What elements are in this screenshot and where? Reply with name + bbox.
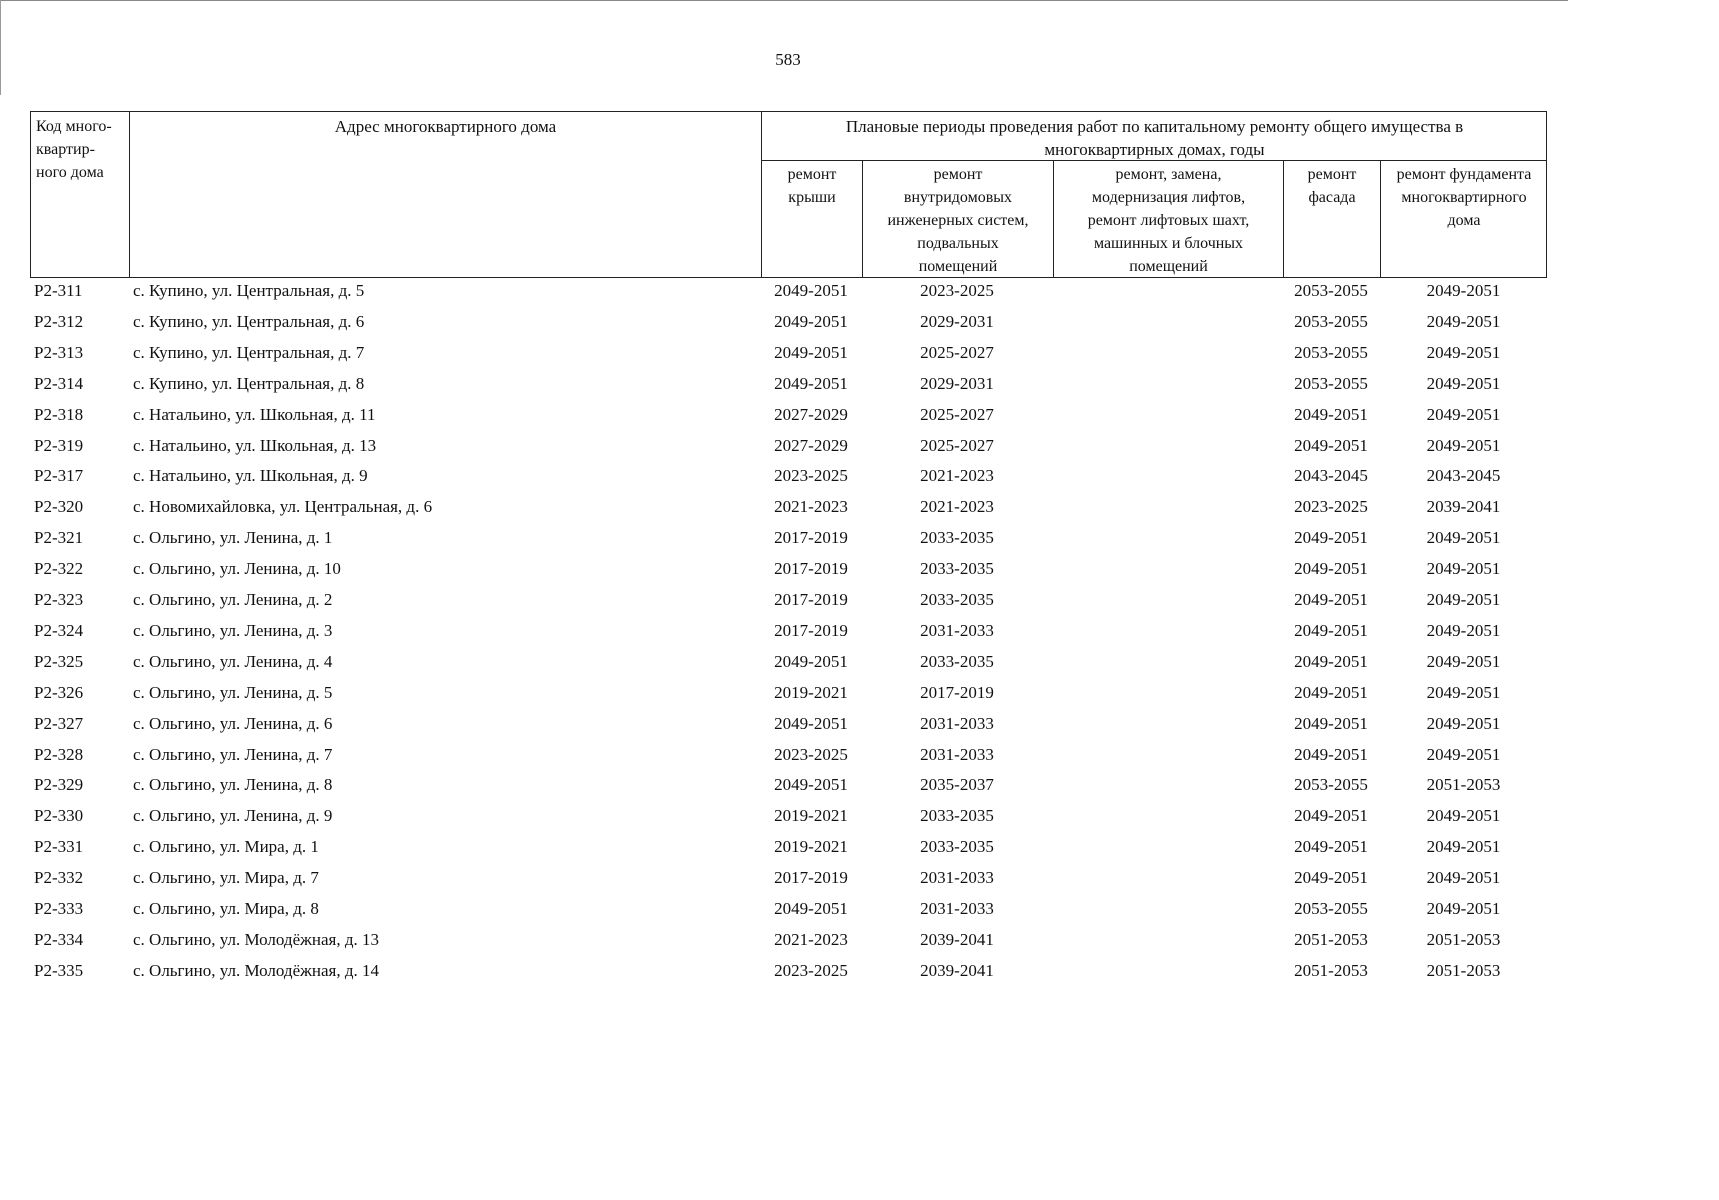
header-facade-line: фасада (1308, 189, 1356, 206)
cell-address: с. Купино, ул. Центральная, д. 7 (133, 342, 365, 362)
cell-engineering: 2023-2025 (920, 281, 994, 300)
cell-engineering: 2025-2027 (920, 342, 994, 362)
table-row (30, 401, 1547, 432)
cell-foundation: 2049-2051 (1426, 281, 1501, 300)
cell-address: с. Купино, ул. Центральная, д. 5 (133, 281, 365, 300)
cell-foundation: 2049-2051 (1426, 868, 1501, 888)
cell-engineering: 2017-2019 (920, 682, 994, 702)
cell-address: с. Ольгино, ул. Мира, д. 1 (133, 837, 319, 857)
header-code-line: квартир- (36, 141, 95, 158)
table-row (30, 555, 1547, 586)
header-engineering-line: подвальных (917, 235, 999, 252)
header-engineering-line: помещений (918, 258, 998, 275)
cell-foundation: 2049-2051 (1426, 682, 1501, 702)
header-planned-periods (762, 115, 1547, 161)
cell-code: Р2-319 (34, 435, 84, 455)
cell-foundation: 2039-2041 (1426, 497, 1501, 517)
cell-roof: 2049-2051 (774, 311, 848, 331)
table-row (30, 586, 1547, 617)
page-number: 583 (775, 50, 801, 69)
header-group-line: Плановые периоды проведения работ по капитальному ремонту общего имущества в (845, 117, 1464, 136)
header-foundation-line: многоквартирного (1401, 189, 1527, 206)
cell-address: с. Ольгино, ул. Ленина, д. 3 (133, 620, 333, 640)
cell-code: Р2-322 (34, 559, 84, 579)
cell-facade: 2049-2051 (1294, 682, 1368, 702)
header-roof-line: крыши (788, 189, 836, 206)
cell-facade: 2051-2053 (1294, 960, 1368, 980)
table-row (30, 617, 1547, 648)
page-top-border (0, 0, 1568, 1)
cell-roof: 2049-2051 (774, 775, 848, 795)
cell-code: Р2-331 (34, 837, 84, 857)
cell-roof: 2017-2019 (774, 620, 848, 640)
cell-facade: 2049-2051 (1294, 620, 1368, 640)
table-row (30, 277, 1547, 308)
cell-engineering: 2033-2035 (920, 806, 994, 826)
cell-engineering: 2033-2035 (920, 559, 994, 579)
cell-roof: 2049-2051 (774, 373, 848, 393)
cell-engineering: 2031-2033 (920, 868, 994, 888)
cell-engineering: 2039-2041 (920, 960, 994, 980)
cell-code: Р2-333 (34, 899, 84, 918)
cell-facade: 2053-2055 (1294, 373, 1368, 393)
cell-facade: 2049-2051 (1294, 713, 1368, 733)
cell-roof: 2021-2023 (774, 497, 848, 517)
cell-facade: 2049-2051 (1294, 404, 1368, 424)
cell-facade: 2049-2051 (1294, 559, 1368, 579)
cell-engineering: 2029-2031 (920, 373, 994, 393)
cell-foundation: 2049-2051 (1426, 837, 1501, 857)
table-row (30, 926, 1547, 957)
cell-roof: 2023-2025 (774, 960, 848, 980)
cell-address: с. Ольгино, ул. Ленина, д. 1 (133, 528, 333, 548)
cell-foundation: 2051-2053 (1426, 929, 1501, 949)
cell-facade: 2053-2055 (1294, 342, 1368, 362)
header-lift-line: ремонт лифтовых шахт, (1087, 212, 1250, 229)
cell-roof: 2019-2021 (774, 837, 848, 857)
header-lift-line: машинных и блочных (1093, 235, 1244, 252)
header-lift-line: ремонт, замена, (1115, 166, 1222, 183)
cell-facade: 2053-2055 (1294, 311, 1368, 331)
cell-address: с. Ольгино, ул. Молодёжная, д. 14 (133, 960, 379, 980)
table-row (30, 462, 1547, 493)
table-row (30, 679, 1547, 710)
cell-foundation: 2051-2053 (1426, 960, 1501, 980)
cell-address: с. Ольгино, ул. Молодёжная, д. 13 (133, 929, 379, 949)
cell-roof: 2023-2025 (774, 466, 848, 486)
cell-foundation: 2051-2053 (1426, 775, 1501, 795)
cell-engineering: 2033-2035 (920, 837, 994, 857)
cell-foundation: 2049-2051 (1426, 806, 1501, 826)
cell-roof: 2019-2021 (774, 806, 848, 826)
cell-engineering: 2033-2035 (920, 528, 994, 548)
cell-foundation: 2049-2051 (1426, 559, 1501, 579)
cell-engineering: 2029-2031 (920, 311, 994, 331)
header-engineering-line: внутридомовых (903, 189, 1013, 206)
header-foundation-line: ремонт фундамента (1396, 166, 1532, 183)
cell-address: с. Ольгино, ул. Ленина, д. 6 (133, 713, 333, 733)
cell-code: Р2-328 (34, 744, 84, 764)
cell-roof: 2049-2051 (774, 281, 848, 300)
cell-code: Р2-332 (34, 868, 84, 888)
cell-code: Р2-329 (34, 775, 84, 795)
table-row (30, 648, 1547, 679)
cell-engineering: 2025-2027 (920, 435, 994, 455)
cell-address: с. Ольгино, ул. Ленина, д. 10 (133, 559, 341, 579)
cell-code: Р2-317 (34, 466, 84, 486)
cell-code: Р2-313 (34, 342, 84, 362)
table-row (30, 741, 1547, 772)
cell-foundation: 2049-2051 (1426, 744, 1501, 764)
cell-facade: 2049-2051 (1294, 651, 1368, 671)
table-row (30, 308, 1547, 339)
cell-engineering: 2031-2033 (920, 899, 994, 918)
cell-address: с. Купино, ул. Центральная, д. 8 (133, 373, 365, 393)
table-row (30, 957, 1547, 988)
cell-foundation: 2049-2051 (1426, 528, 1501, 548)
cell-address: с. Ольгино, ул. Мира, д. 8 (133, 899, 319, 918)
cell-foundation: 2049-2051 (1426, 590, 1501, 609)
cell-roof: 2049-2051 (774, 342, 848, 362)
cell-facade: 2053-2055 (1294, 281, 1368, 300)
cell-engineering: 2035-2037 (920, 775, 994, 795)
cell-address: с. Натальино, ул. Школьная, д. 9 (133, 466, 368, 486)
table-row (30, 710, 1547, 741)
cell-code: Р2-321 (34, 528, 84, 548)
cell-foundation: 2049-2051 (1426, 713, 1501, 733)
cell-roof: 2017-2019 (774, 590, 848, 609)
cell-code: Р2-312 (34, 311, 84, 331)
cell-foundation: 2049-2051 (1426, 311, 1501, 331)
cell-address: с. Натальино, ул. Школьная, д. 11 (133, 404, 376, 424)
cell-engineering: 2033-2035 (920, 590, 994, 609)
header-engineering-line: инженерных систем, (887, 212, 1029, 229)
cell-foundation: 2049-2051 (1426, 342, 1501, 362)
header-lift-line: модернизация лифтов, (1091, 189, 1246, 206)
cell-facade: 2049-2051 (1294, 837, 1368, 857)
cell-code: Р2-314 (34, 373, 84, 393)
cell-code: Р2-327 (34, 713, 84, 733)
page-left-edge (0, 0, 1, 95)
cell-engineering: 2025-2027 (920, 404, 994, 424)
table-header (30, 111, 1547, 278)
cell-address: с. Ольгино, ул. Ленина, д. 5 (133, 682, 333, 702)
cell-code: Р2-318 (34, 404, 84, 424)
cell-facade: 2049-2051 (1294, 435, 1368, 455)
cell-roof: 2017-2019 (774, 559, 848, 579)
cell-facade: 2049-2051 (1294, 528, 1368, 548)
table-row (30, 771, 1547, 802)
header-lift-line: помещений (1129, 258, 1208, 275)
table-row (30, 833, 1547, 864)
table-row (30, 339, 1547, 370)
cell-facade: 2049-2051 (1294, 806, 1368, 826)
table-row (30, 802, 1547, 833)
cell-foundation: 2049-2051 (1426, 435, 1501, 455)
cell-code: Р2-330 (34, 806, 84, 826)
cell-code: Р2-335 (34, 960, 84, 980)
cell-roof: 2049-2051 (774, 713, 848, 733)
cell-facade: 2023-2025 (1294, 497, 1368, 517)
header-engineering-line: ремонт (933, 166, 983, 183)
cell-roof: 2017-2019 (774, 528, 848, 548)
table-row (30, 524, 1547, 555)
cell-roof: 2023-2025 (774, 744, 848, 764)
cell-facade: 2043-2045 (1294, 466, 1368, 486)
cell-engineering: 2033-2035 (920, 651, 994, 671)
cell-code: Р2-325 (34, 651, 84, 671)
cell-code: Р2-311 (34, 281, 83, 300)
cell-engineering: 2031-2033 (920, 620, 994, 640)
cell-roof: 2027-2029 (774, 404, 848, 424)
header-group-line: многоквартирных домах, годы (1044, 140, 1265, 159)
table-row (30, 370, 1547, 401)
cell-roof: 2017-2019 (774, 868, 848, 888)
cell-roof: 2049-2051 (774, 651, 848, 671)
cell-facade: 2053-2055 (1294, 775, 1368, 795)
cell-address: с. Ольгино, ул. Мира, д. 7 (133, 868, 319, 888)
cell-engineering: 2039-2041 (920, 929, 994, 949)
header-code (33, 115, 129, 184)
cell-facade: 2049-2051 (1294, 590, 1368, 609)
cell-engineering: 2031-2033 (920, 744, 994, 764)
cell-roof: 2027-2029 (774, 435, 848, 455)
cell-code: Р2-334 (34, 929, 84, 949)
table-row (30, 895, 1547, 926)
cell-foundation: 2049-2051 (1426, 899, 1501, 918)
cell-roof: 2021-2023 (774, 929, 848, 949)
cell-engineering: 2021-2023 (920, 466, 994, 486)
cell-foundation: 2049-2051 (1426, 373, 1501, 393)
header-address: Адрес многоквартирного дома (334, 117, 557, 136)
cell-address: с. Ольгино, ул. Ленина, д. 8 (133, 775, 333, 795)
cell-code: Р2-324 (34, 620, 84, 640)
cell-foundation: 2049-2051 (1426, 404, 1501, 424)
header-lift (1054, 163, 1283, 278)
header-engineering (863, 163, 1053, 278)
cell-code: Р2-320 (34, 497, 84, 517)
cell-foundation: 2049-2051 (1426, 620, 1501, 640)
cell-address: с. Ольгино, ул. Ленина, д. 2 (133, 590, 333, 609)
cell-address: с. Натальино, ул. Школьная, д. 13 (133, 435, 377, 455)
table-row (30, 864, 1547, 895)
cell-address: с. Ольгино, ул. Ленина, д. 4 (133, 651, 333, 671)
cell-foundation: 2043-2045 (1426, 466, 1501, 486)
cell-address: с. Ольгино, ул. Ленина, д. 7 (133, 744, 333, 764)
table-row (30, 432, 1547, 463)
cell-facade: 2051-2053 (1294, 929, 1368, 949)
header-foundation (1381, 163, 1547, 232)
cell-engineering: 2031-2033 (920, 713, 994, 733)
cell-facade: 2049-2051 (1294, 868, 1368, 888)
cell-engineering: 2021-2023 (920, 497, 994, 517)
cell-address: с. Купино, ул. Центральная, д. 6 (133, 311, 365, 331)
header-facade (1284, 163, 1380, 209)
table-row (30, 493, 1547, 524)
cell-address: с. Ольгино, ул. Ленина, д. 9 (133, 806, 333, 826)
cell-foundation: 2049-2051 (1426, 651, 1501, 671)
cell-code: Р2-326 (34, 682, 84, 702)
cell-roof: 2049-2051 (774, 899, 848, 918)
cell-facade: 2049-2051 (1294, 744, 1368, 764)
cell-code: Р2-323 (34, 590, 84, 609)
header-code-line: ного дома (36, 164, 104, 181)
header-facade-line: ремонт (1307, 166, 1357, 183)
cell-address: с. Новомихайловка, ул. Центральная, д. 6 (133, 497, 433, 517)
header-code-line: Код много- (36, 118, 112, 135)
cell-facade: 2053-2055 (1294, 899, 1368, 918)
header-roof-line: ремонт (787, 166, 837, 183)
header-foundation-line: дома (1447, 212, 1481, 229)
header-roof (762, 163, 862, 209)
cell-roof: 2019-2021 (774, 682, 848, 702)
